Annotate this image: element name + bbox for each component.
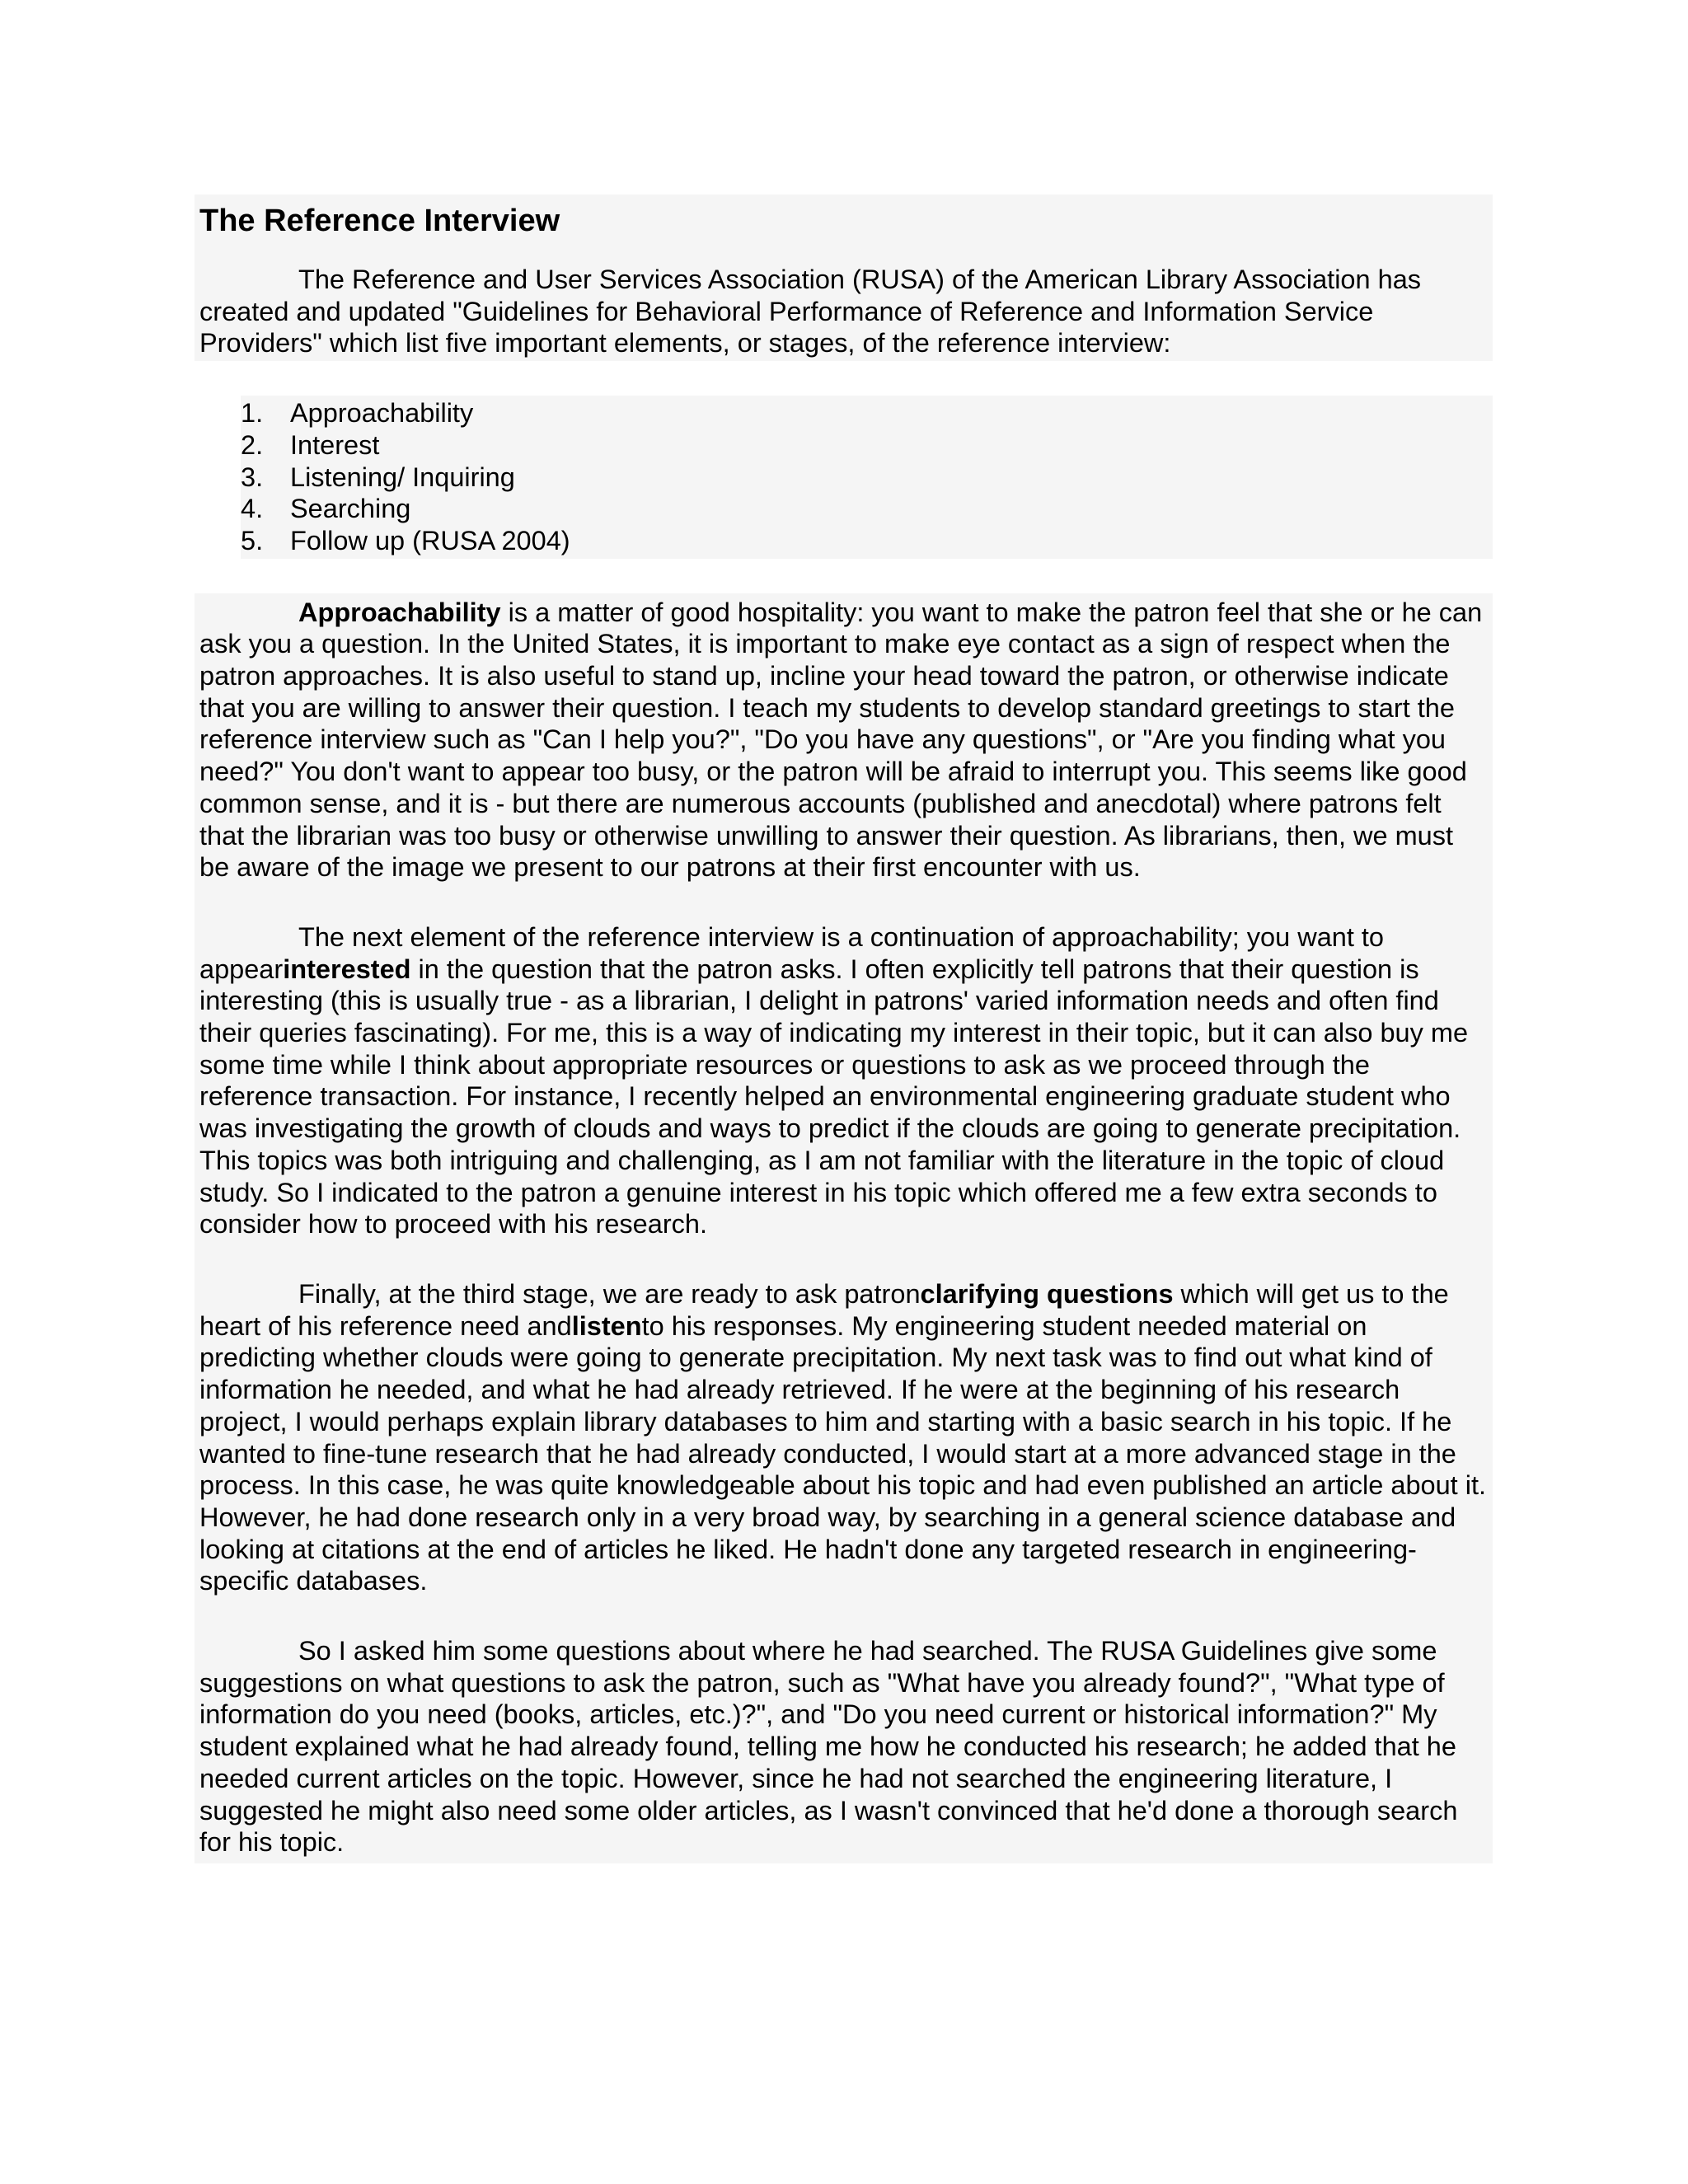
stages-list bbox=[241, 396, 1493, 559]
listening-text-lead: Finally, at the third stage, we are ready to ask patron bbox=[298, 1278, 921, 1309]
approachability-text: is a matter of good hospitality: you want to make the patron feel that she or he can ask you a question. In the United States, it is important to make eye contact as a sign of respect when the patron approaches. It is also useful to stand up, incline your head toward the patron, or otherwise indicate that you are willing to answer their question. I teach my students to develop standard greetings to start the reference interview such as "Can I help you?", "Do you have any questions", or "Are you finding what you need?" You don't want to appear too busy, or the patron will be afraid to interrupt you. This seems like good common sense, and it is - but there are numerous accounts (published and anecdotal) where patrons felt that the librarian was too busy or otherwise unwilling to answer their question. As librarians, then, we must be aware of the image we present to our patrons at their first encounter with us. bbox=[199, 597, 1483, 883]
list-item-number: 4. bbox=[241, 494, 264, 524]
list-item bbox=[241, 493, 1493, 525]
listen-term: listen bbox=[571, 1310, 642, 1341]
approachability-term: Approachability bbox=[298, 597, 501, 627]
body-section bbox=[195, 593, 1493, 1863]
page-title: The Reference Interview bbox=[199, 204, 560, 238]
list-item bbox=[241, 462, 1493, 494]
list-item-number: 1. bbox=[241, 398, 264, 429]
searching-text: So I asked him some questions about where he had searched. The RUSA Guidelines give some suggestions on what questions to ask the patron, such as "What have you already found?", "What type of information do you need (books, articles, etc.)?", and "Do you need current or historical information?" My student explained what he had already found, telling me how he conducted his research; he added that he needed current articles on the topic. However, since he had not searched the engineering literature, I suggested he might also need some older articles, as I wasn't convinced that he'd done a thorough search for his topic. bbox=[199, 1636, 1458, 1858]
searching-paragraph bbox=[195, 1635, 1493, 1863]
list-item-text: Searching bbox=[290, 494, 411, 524]
list-item bbox=[241, 525, 1493, 557]
interest-text-lead: The next element of the reference interview is a continuation of approachability; you want to appear bbox=[199, 921, 1385, 984]
clarifying-questions-term: clarifying questions bbox=[920, 1278, 1174, 1309]
list-item-number: 5. bbox=[241, 525, 264, 555]
list-item-number: 2. bbox=[241, 429, 264, 460]
list-item-text: Follow up (RUSA 2004) bbox=[290, 525, 570, 555]
interested-term: interested bbox=[283, 954, 411, 984]
interest-paragraph bbox=[195, 921, 1493, 1244]
list-item bbox=[241, 397, 1493, 429]
listening-text-middle: which will get us to the heart of his reference need and bbox=[199, 1278, 1449, 1341]
listening-text: to his responses. My engineering student needed material on predicting whether clouds were going to generate precipitation. My next task was to find out what kind of information he needed, and what he had already retrieved. If he were at the beginning of his research project, I would perhaps explain library databases to him and starting with a basic search in his topic. If he wanted to fine-tune research that he had already conducted, I would start at a more advanced stage in the process. In this case, he was quite knowledgeable about his topic and had even published an article about it. However, he had done research only in a very broad way, by searching in a general science database and looking at citations at the end of articles he liked. He hadn't done any targeted research in engineering-specific databases. bbox=[199, 1310, 1487, 1596]
intro-text: The Reference and User Services Association (RUSA) of the American Library Association has created and updated "Guidelines for Behavioral Performance of Reference and Information Service Providers" which list five important elements, or stages, of the reference interview: bbox=[199, 265, 1422, 359]
list-item-text: Approachability bbox=[290, 398, 474, 429]
list-item bbox=[241, 429, 1493, 462]
list-item-number: 3. bbox=[241, 462, 264, 492]
listening-paragraph bbox=[195, 1278, 1493, 1601]
list-item-text: Interest bbox=[290, 429, 380, 460]
list-item-text: Listening/ Inquiring bbox=[290, 462, 515, 492]
approachability-paragraph bbox=[195, 597, 1493, 887]
title-section bbox=[195, 194, 1493, 361]
document-page bbox=[195, 194, 1493, 1863]
interest-text: in the question that the patron asks. I often explicitly tell patrons that their question is interesting (this is usually true - as a librarian, I delight in patrons' varied information needs and often find their queries fascinating). For me, this is a way of indicating my interest in their topic, but it can also buy me some time while I think about appropriate resources or questions to ask as we proceed through the reference transaction. For instance, I recently helped an environmental engineering graduate student who was investigating the growth of clouds and ways to predict if the clouds are going to generate precipitation. This topics was both intriguing and challenging, as I am not familiar with the literature in the topic of cloud study. So I indicated to the patron a genuine interest in his topic which offered me a few extra seconds to consider how to proceed with his research. bbox=[199, 954, 1469, 1240]
intro-paragraph bbox=[199, 264, 1488, 361]
